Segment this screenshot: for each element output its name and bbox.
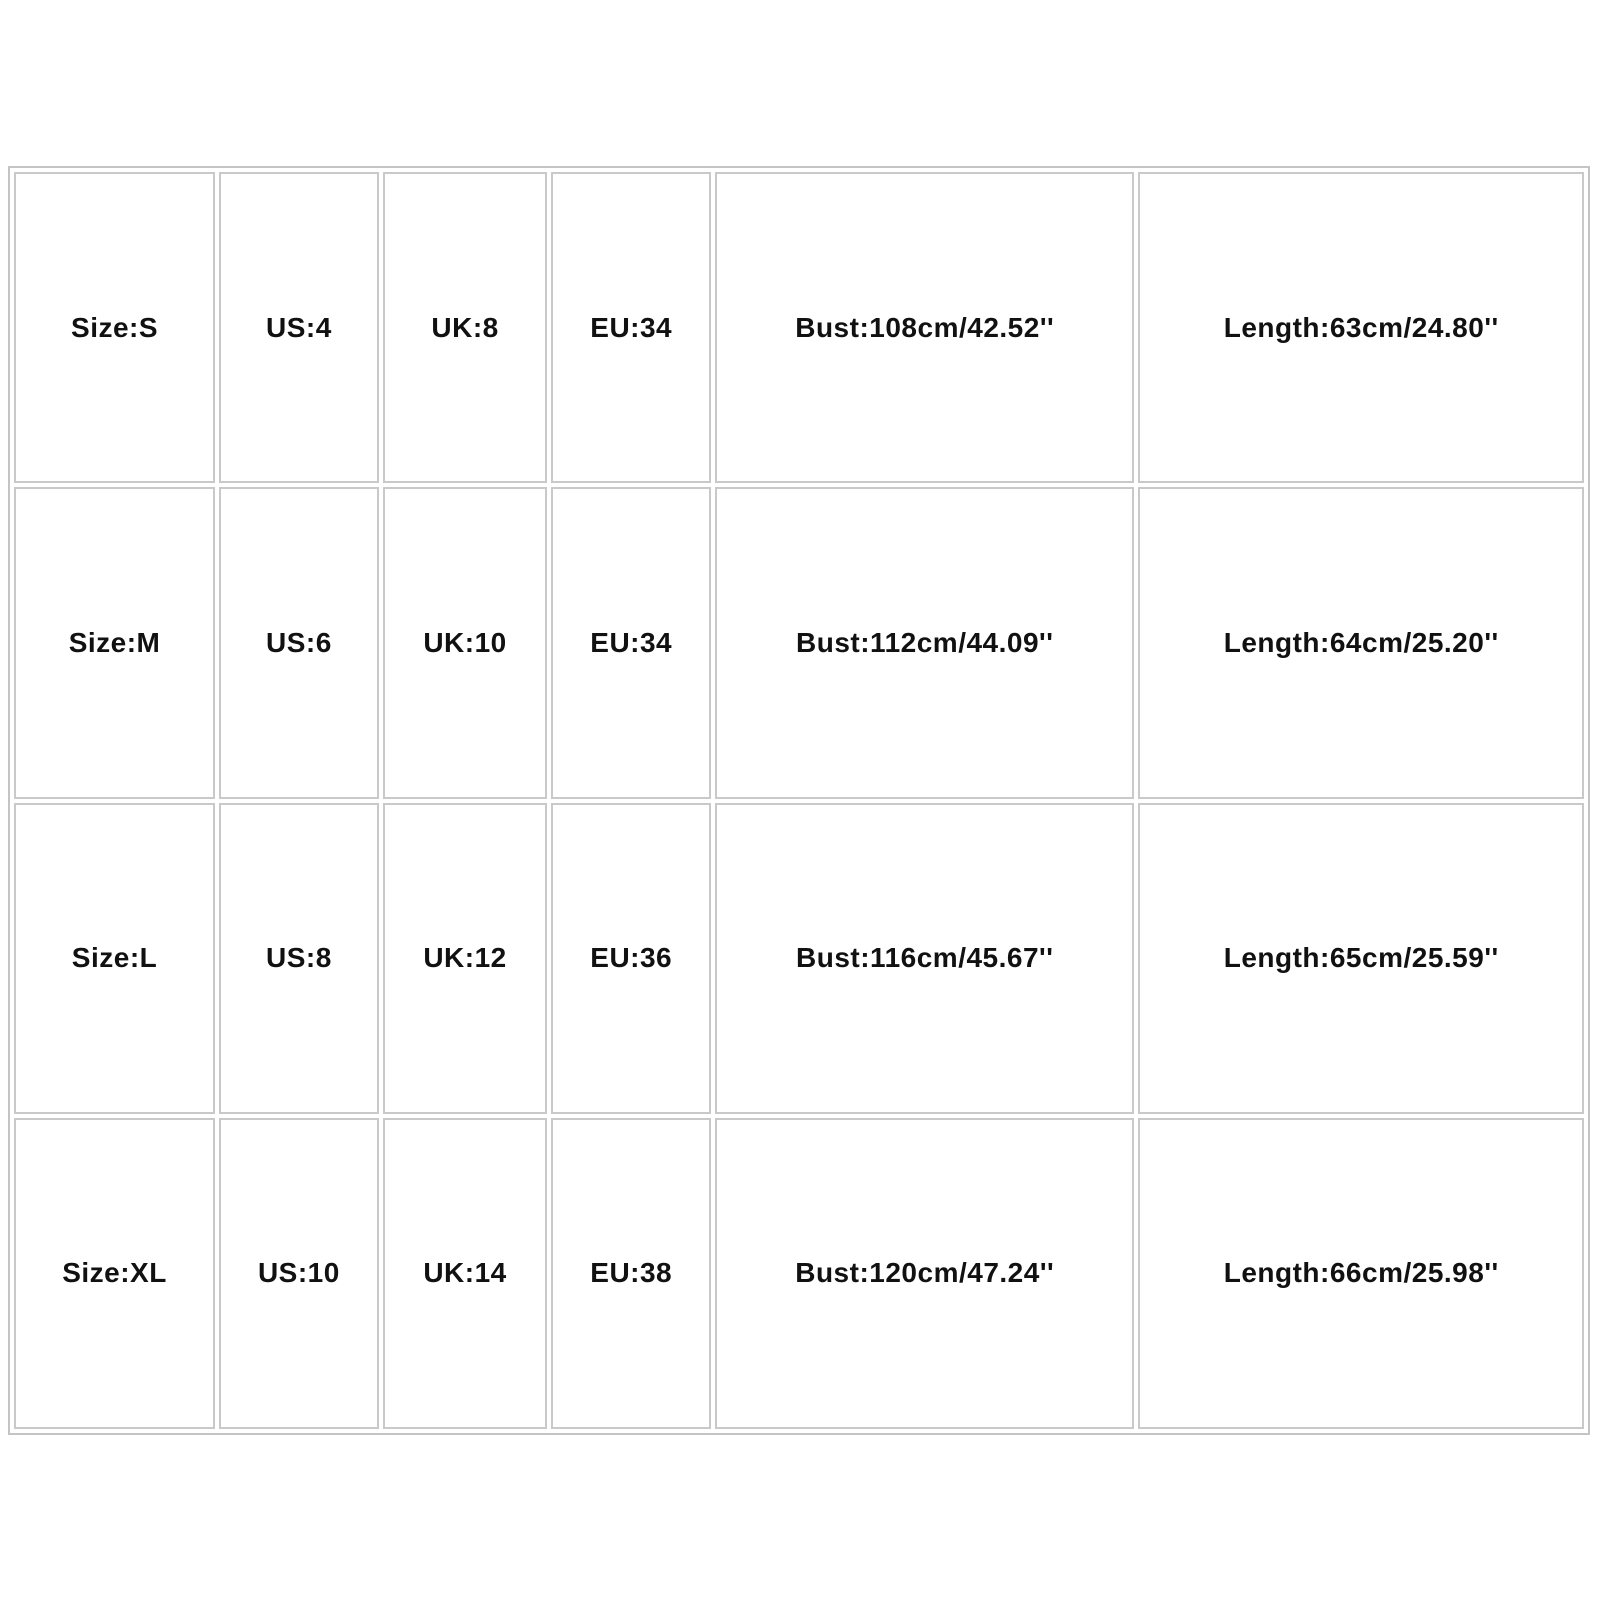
- eu-size-cell: EU:34: [551, 172, 711, 483]
- size-cell: Size:L: [14, 803, 215, 1114]
- size-chart: [8, 166, 1590, 1435]
- us-size-cell: US:10: [219, 1118, 379, 1429]
- size-cell: Size:XL: [14, 1118, 215, 1429]
- uk-size-cell: UK:10: [383, 487, 548, 798]
- length-cell: Length:66cm/25.98'': [1138, 1118, 1584, 1429]
- table-row: [14, 172, 1584, 483]
- table-row: [14, 1118, 1584, 1429]
- eu-size-cell: EU:34: [551, 487, 711, 798]
- length-cell: Length:63cm/24.80'': [1138, 172, 1584, 483]
- uk-size-cell: UK:12: [383, 803, 548, 1114]
- bust-cell: Bust:112cm/44.09'': [715, 487, 1134, 798]
- table-row: [14, 803, 1584, 1114]
- size-cell: Size:S: [14, 172, 215, 483]
- us-size-cell: US:6: [219, 487, 379, 798]
- uk-size-cell: UK:14: [383, 1118, 548, 1429]
- bust-cell: Bust:120cm/47.24'': [715, 1118, 1134, 1429]
- size-cell: Size:M: [14, 487, 215, 798]
- us-size-cell: US:4: [219, 172, 379, 483]
- size-chart-table: [10, 168, 1588, 1433]
- bust-cell: Bust:108cm/42.52'': [715, 172, 1134, 483]
- eu-size-cell: EU:38: [551, 1118, 711, 1429]
- us-size-cell: US:8: [219, 803, 379, 1114]
- length-cell: Length:64cm/25.20'': [1138, 487, 1584, 798]
- eu-size-cell: EU:36: [551, 803, 711, 1114]
- uk-size-cell: UK:8: [383, 172, 548, 483]
- length-cell: Length:65cm/25.59'': [1138, 803, 1584, 1114]
- bust-cell: Bust:116cm/45.67'': [715, 803, 1134, 1114]
- table-row: [14, 487, 1584, 798]
